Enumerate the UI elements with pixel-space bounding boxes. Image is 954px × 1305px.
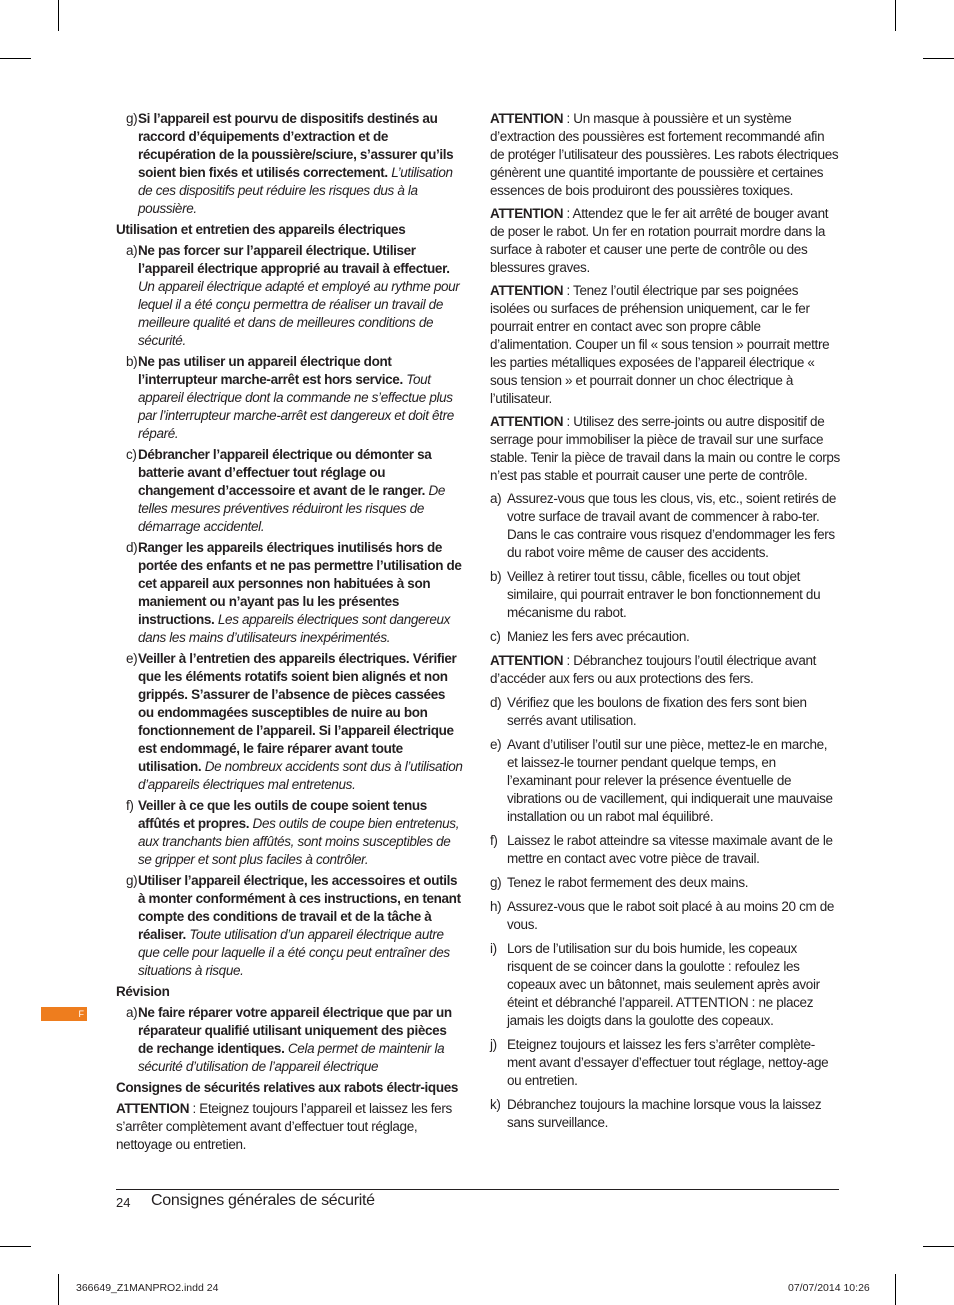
attention-text: : Attendez que le fer ait arrêté de bouger avant de poser le rabot. Un fer en rotation pourrait mordre dans la surface à raboter et causer une perte de contrôle ou des blessures graves. <box>490 206 829 275</box>
item-bold-text: Ranger les appareils électriques inutilisés hors de portée des enfants et ne pas permettre l’utilisation de cet appareil aux personnes non habituées à son maniement ou n’ayant pas lu les présentes instructions. <box>138 540 462 627</box>
list-item <box>116 446 464 536</box>
item-label: a) <box>126 243 138 258</box>
list-item <box>116 797 464 869</box>
crop-mark <box>895 0 896 31</box>
crop-mark <box>58 0 59 31</box>
item-italic-text: Un appareil électrique adapté et employé au rythme pour lequel il a été conçu permettra de réaliser un travail de meilleure qualité et dans de meilleures conditions de sécurité. <box>138 279 460 348</box>
item-bold-text: Veiller à ce que les outils de coupe soient tenus affûtés et propres. <box>138 798 427 831</box>
item-label: c) <box>126 447 137 462</box>
crop-mark <box>58 1274 59 1305</box>
attention-paragraph <box>490 652 840 688</box>
item-text: Eteignez toujours et laissez les fers s’arrêter complète-ment avant d’essayer d’effectuer tout réglage, nettoy-age ou entretien. <box>507 1037 829 1088</box>
item-text: Tenez le rabot fermement des deux mains. <box>507 875 749 890</box>
item-bold-text: Veiller à l’entretien des appareils électriques. Vérifier que les éléments rotatifs soient bien alignés et non grippés. S’assurer de l’absence de pièces cassées ou endommagées susceptibles de nuire au bon fonctionnement de l’appareil. Si l’appareil électrique est endommagé, le faire réparer avant toute utilisation. <box>138 651 457 774</box>
item-text: Assurez-vous que le rabot soit placé à au moins 20 cm de vous. <box>507 899 835 932</box>
item-italic-text: Les appareils électriques sont dangereux dans les mains d’utilisateurs inexpérimentés. <box>138 612 451 645</box>
list-item <box>116 650 464 794</box>
list-item <box>116 110 464 218</box>
list-item <box>490 898 840 934</box>
item-bold-text: Débrancher l’appareil électrique ou démonter sa batterie avant d’effectuer tout réglage ou changement d’accessoire et avant de le ranger. <box>138 447 432 498</box>
item-label: d) <box>490 695 502 710</box>
list-item <box>116 1004 464 1076</box>
item-label: g) <box>126 111 138 126</box>
attention-label: ATTENTION <box>490 111 564 126</box>
item-label: a) <box>126 1005 138 1020</box>
item-text: Avant d’utiliser l’outil sur une pièce, mettez-le en marche, et laissez-le tourner pendant quelque temps, en l’examinant pour relever la présence éventuelle de vibrations ou de vacillement, qui indiquerait une mauvaise installation ou un rabot mal équilibré. <box>507 737 833 824</box>
print-slug-file: 366649_Z1MANPRO2.indd 24 <box>76 1282 219 1294</box>
item-label: c) <box>490 629 501 644</box>
attention-list <box>490 110 840 485</box>
item-italic-text: Des outils de coupe bien entretenus, aux tranchants bien affûtés, sont moins susceptibles de se gripper et sont plus faciles à contrôler. <box>138 816 460 867</box>
section-heading-use: Utilisation et entretien des appareils électriques <box>116 222 406 237</box>
section-heading-revision: Révision <box>116 984 170 999</box>
item-label: d) <box>126 540 138 555</box>
item-italic-text: Toute utilisation d’un appareil électrique autre que celle pour laquelle il a été conçu peut entraîner des situations à risque. <box>138 927 450 978</box>
attention-text: : Un masque à poussière et un système d’extraction des poussières est fortement recommandé afin de protéger l’utilisateur des poussières. Les rabots électriques génèrent une quantité importante de poussière et certaines essences de bois produiront des poussières toxiques. <box>490 111 839 198</box>
item-bold-text: Ne pas forcer sur l’appareil électrique. Utiliser l’appareil électrique approprié au travail à effectuer. <box>138 243 450 276</box>
item-italic-text: De telles mesures préventives réduiront les risques de démarrage accidentel. <box>138 483 445 534</box>
item-italic-text: Tout appareil électrique dont la commande ne s’effectue plus par l’interrupteur marche-arrêt est dangereux et doit être réparé. <box>138 372 454 441</box>
list-item <box>490 1036 840 1090</box>
attention-label: ATTENTION <box>116 1101 190 1116</box>
item-bold-text: Ne faire réparer votre appareil électrique que par un réparateur qualifié utilisant uniquement des pièces de rechange identiques. <box>138 1005 452 1056</box>
footer-rule <box>116 1189 839 1190</box>
item-label: b) <box>490 569 502 584</box>
attention-label: ATTENTION <box>490 653 564 668</box>
list-item <box>490 874 840 892</box>
right-column <box>490 110 840 1138</box>
attention-paragraph <box>490 110 840 200</box>
item-label: b) <box>126 354 138 369</box>
attention-label: ATTENTION <box>490 414 564 429</box>
item-label: a) <box>490 491 502 506</box>
crop-mark <box>923 1246 954 1247</box>
item-italic-text: L’utilisation de ces dispositifs peut réduire les risques dus à la poussière. <box>138 165 453 216</box>
list-item <box>490 1096 840 1132</box>
item-italic-text: De nombreux accidents sont dus à l’utilisation d’appareils électriques mal entretenus. <box>138 759 463 792</box>
item-bold-text: Utiliser l’appareil électrique, les accessoires et outils à monter conformément à ces instructions, en tenant compte des conditions de travail et de la tâche à réaliser. <box>138 873 461 942</box>
item-label: h) <box>490 899 502 914</box>
list-item <box>490 490 840 562</box>
safety-list-2 <box>490 694 840 1132</box>
list-item <box>116 242 464 350</box>
attention-paragraph <box>490 282 840 408</box>
crop-mark <box>0 58 31 59</box>
attention-paragraph <box>490 413 840 485</box>
item-text: Veillez à retirer tout tissu, câble, ficelles ou tout objet similaire, qui pourrait entraver le bon fonctionnement du mécanisme du rabot. <box>507 569 821 620</box>
attention-paragraph <box>490 205 840 277</box>
attention-text: : Débranchez toujours l’outil électrique avant d’accéder aux fers ou aux protections des fers. <box>490 653 817 686</box>
attention-text: : Tenez l’outil électrique par ses poignées isolées ou surfaces de préhension uniquement, car le fer pourrait entrer en contact avec son propre câble d’alimentation. Couper un fil « sous tension » pourrait mettre les parties métalliques exposées de l’appareil électrique « sous tension » et pourrait donner un choc électrique à l’utilisateur. <box>490 283 830 406</box>
item-text: Assurez-vous que tous les clous, vis, etc., soient retirés de votre surface de travail avant de commencer à rabo-ter. Dans le cas contraire vous risquez d’endommager les fers du rabot voire même de causer des accidents. <box>507 491 837 560</box>
safety-list-1 <box>490 490 840 646</box>
use-list <box>116 242 464 980</box>
section-title: Consignes générales de sécurité <box>151 1192 375 1209</box>
list-item <box>116 539 464 647</box>
item-label: f) <box>490 833 498 848</box>
item-text: Débranchez toujours la machine lorsque vous la laissez sans surveillance. <box>507 1097 822 1130</box>
list-item <box>490 832 840 868</box>
list-item <box>116 872 464 980</box>
item-label: f) <box>126 798 134 813</box>
item-label: k) <box>490 1097 501 1112</box>
crop-mark <box>895 1274 896 1305</box>
page-number: 24 <box>116 1195 131 1210</box>
attention-text: : Eteignez toujours l’appareil et laissez les fers s’arrêter complètement avant d’effectuer tout réglage, nettoyage ou entretien. <box>116 1101 452 1152</box>
attention-text: : Utilisez des serre-joints ou autre dispositif de serrage pour immobiliser la pièce de travail sur une surface stable. Tenir la pièce de travail dans la main ou contre le corps n’est pas stable et pourrait causer une perte de contrôle. <box>490 414 840 483</box>
language-tab: F <box>41 1007 87 1021</box>
list-item <box>490 736 840 826</box>
list-item <box>116 353 464 443</box>
item-bold-text: Si l’appareil est pourvu de dispositifs destinés au raccord d’équipements d’extraction et de récupération de la poussière/sciure, s’assurer qu’ils soient bien fixés et utilisés correctement. <box>138 111 454 180</box>
item-label: g) <box>126 873 138 888</box>
item-italic-text: Cela permet de maintenir la sécurité d’utilisation de l’appareil électrique <box>138 1041 445 1074</box>
item-label: g) <box>490 875 502 890</box>
attention-paragraph <box>116 1100 464 1154</box>
list-item <box>490 628 840 646</box>
left-column <box>116 110 464 1154</box>
crop-mark <box>923 58 954 59</box>
list-item <box>490 940 840 1030</box>
item-text: Maniez les fers avec précaution. <box>507 629 690 644</box>
item-label: e) <box>490 737 502 752</box>
item-bold-text: Ne pas utiliser un appareil électrique dont l’interrupteur marche-arrêt est hors service. <box>138 354 403 387</box>
item-label: j) <box>490 1037 497 1052</box>
item-text: Vérifiez que les boulons de fixation des fers sont bien serrés avant utilisation. <box>507 695 807 728</box>
item-label: e) <box>126 651 138 666</box>
print-slug-date: 07/07/2014 10:26 <box>788 1282 870 1294</box>
list-item <box>490 568 840 622</box>
item-text: Lors de l’utilisation sur du bois humide, les copeaux risquent de se coincer dans la goulotte : refoulez les copeaux avec un bâtonnet, mais seulement après avoir éteint et débranché l’appareil. ATTENTION : ne placez jamais les doigts dans la goulotte des copeaux. <box>507 941 820 1028</box>
item-label: i) <box>490 941 497 956</box>
section-heading-rabots: Consignes de sécurités relatives aux rabots électr-iques <box>116 1080 459 1095</box>
attention-label: ATTENTION <box>490 206 564 221</box>
list-item <box>490 694 840 730</box>
item-text: Laissez le rabot atteindre sa vitesse maximale avant de le mettre en contact avec votre pièce de travail. <box>507 833 833 866</box>
attention-label: ATTENTION <box>490 283 564 298</box>
crop-mark <box>0 1246 31 1247</box>
